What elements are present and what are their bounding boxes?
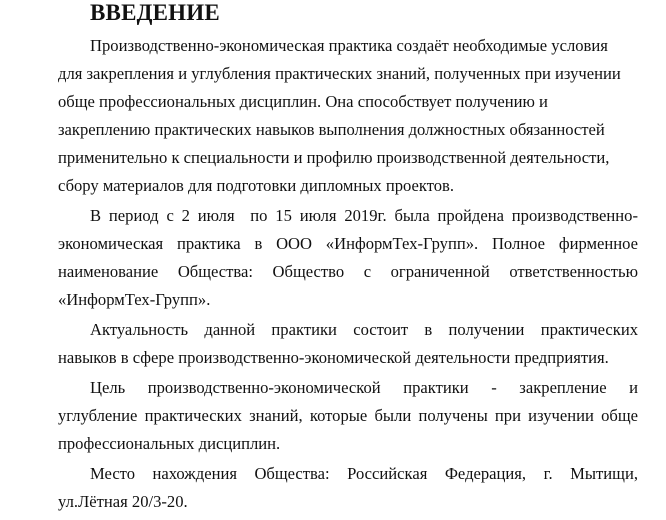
paragraph-1-line-6: сбору материалов для подготовки дипломных проектов. (58, 176, 455, 195)
paragraph-2-line-1: В период с 2 июля по 15 июля 2019г. была пройдена производственно- (90, 206, 638, 225)
paragraph-5-line-1: Место нахождения Общества: Российская Федерация, г. Мытищи, (90, 464, 638, 483)
paragraph-1-line-5: применительно к специальности и профилю производственной деятельности, (58, 148, 610, 167)
section-heading: ВВЕДЕНИЕ (90, 0, 220, 25)
paragraph-5-line-2: ул.Лётная 20/3-20. (58, 492, 188, 511)
paragraph-1-line-1: Производственно-экономическая практика создаёт необходимые условия (90, 36, 608, 55)
paragraph-4-line-1: Цель производственно-экономической практики - закрепление и (90, 378, 638, 397)
paragraph-2-line-4: «ИнформТех-Групп». (58, 290, 211, 309)
paragraph-3-line-1: Актуальность данной практики состоит в получении практических (90, 320, 638, 339)
paragraph-4-line-3: профессиональных дисциплин. (58, 434, 281, 453)
paragraph-1-line-4: закреплению практических навыков выполнения должностных обязанностей (58, 120, 605, 139)
paragraph-2-line-2: экономическая практика в ООО «ИнформТех-Групп». Полное фирменное (58, 234, 638, 253)
paragraph-3-line-2: навыков в сфере производственно-экономической деятельности предприятия. (58, 348, 609, 367)
paragraph-2-line-3: наименование Общества: Общество с ограниченной ответственностью (58, 262, 638, 281)
paragraph-1-line-2: для закрепления и углубления практических знаний, полученных при изучении (58, 64, 621, 83)
paragraph-4-line-2: углубление практических знаний, которые были получены при изучении обще (58, 406, 638, 425)
paragraph-1-line-3: обще профессиональных дисциплин. Она способствует получению и (58, 92, 548, 111)
